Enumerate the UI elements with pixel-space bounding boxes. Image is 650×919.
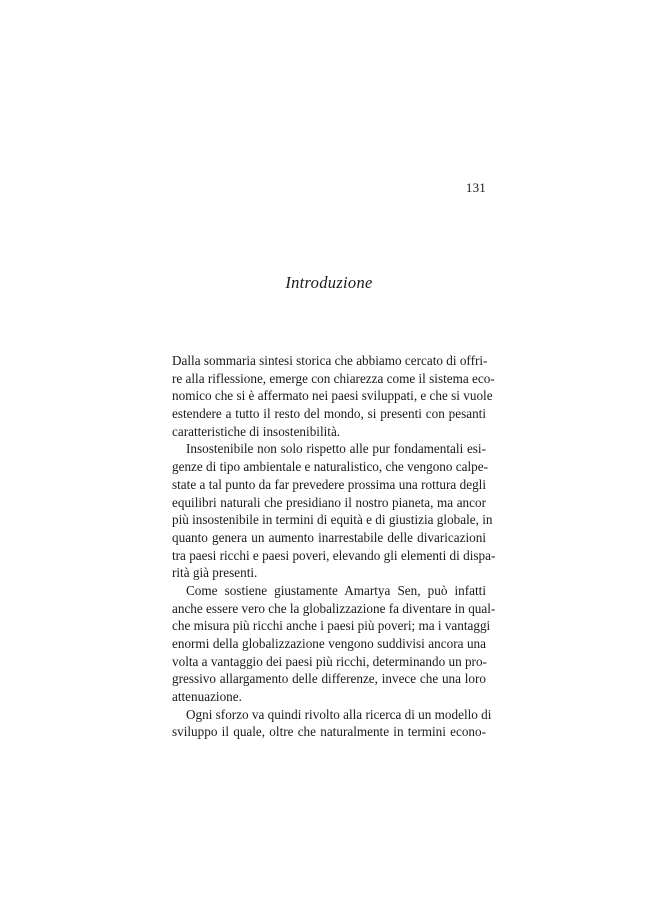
text-line: rità già presenti. — [172, 565, 258, 581]
page-number: 131 — [465, 180, 486, 195]
text-line: genze di tipo ambientale e naturalistico, che vengono calpe- — [172, 459, 489, 475]
text-line: anche essere vero che la globalizzazione fa diventare in qual- — [172, 600, 496, 616]
text-line: Insostenibile non solo rispetto alle pur fondamentali esi- — [186, 441, 486, 457]
text-line: nomico che si è affermato nei paesi sviluppati, e che si vuole — [172, 388, 493, 404]
text-line: volta a vantaggio dei paesi più ricchi, determinando un pro- — [172, 653, 487, 669]
text-line: tra paesi ricchi e paesi poveri, elevando gli elementi di dispa- — [172, 547, 496, 563]
text-line: più insostenibile in termini di equità e di giustizia globale, in — [172, 512, 493, 528]
text-line: enormi della globalizzazione vengono suddivisi ancora una — [172, 636, 486, 651]
text-line: caratteristiche di insostenibilità. — [172, 423, 341, 439]
text-line: gressivo allargamento delle differenze, invece che una loro — [172, 671, 486, 687]
text-line: che misura più ricchi anche i paesi più poveri; ma i vantaggi — [172, 618, 491, 634]
text-line: re alla riflessione, emerge con chiarezza come il sistema eco- — [172, 370, 495, 386]
text-line: quanto genera un aumento inarrestabile delle divaricazioni — [172, 529, 486, 545]
chapter-title: Introduzione — [285, 273, 373, 292]
text-line: equilibri naturali che presidiano il nostro pianeta, ma ancor — [172, 494, 486, 510]
text-line: attenuazione. — [172, 689, 242, 705]
text-line: state a tal punto da far prevedere prossima una rottura degli — [172, 476, 486, 492]
body-text — [172, 352, 496, 741]
text-line: Come sostiene giustamente Amartya Sen, può infatti — [186, 582, 486, 598]
text-line: estendere a tutto il resto del mondo, si presenti con pesanti — [172, 406, 486, 422]
text-line: Ogni sforzo va quindi rivolto alla ricerca di un modello di — [186, 706, 492, 722]
text-line: Dalla sommaria sintesi storica che abbiamo cercato di offri- — [172, 353, 488, 368]
text-line: sviluppo il quale, oltre che naturalmente in termini econo- — [172, 724, 486, 740]
